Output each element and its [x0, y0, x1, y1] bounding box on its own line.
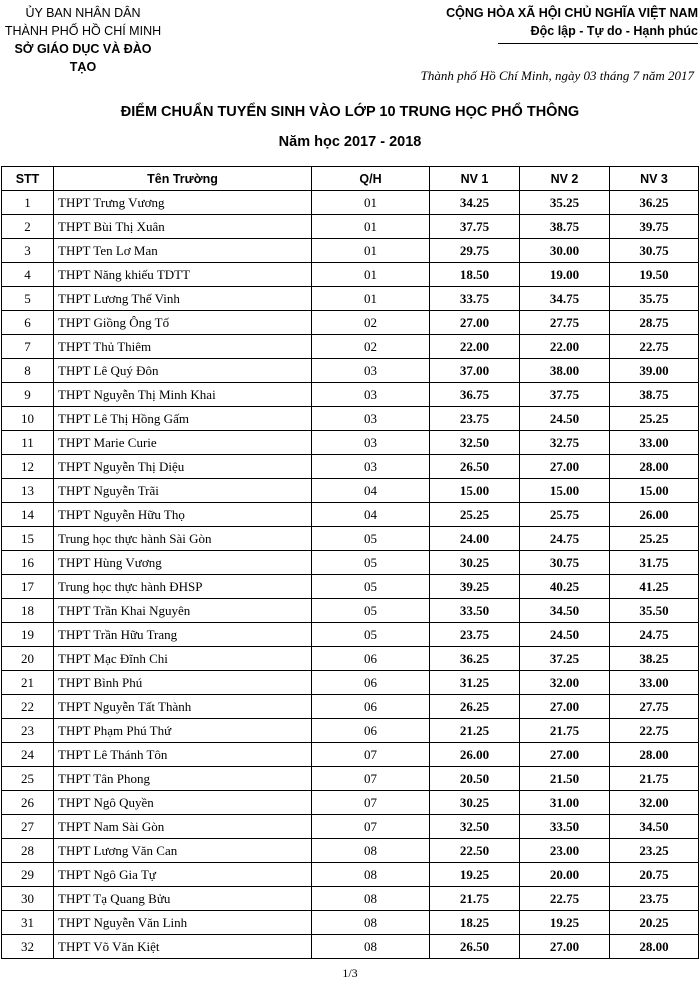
- school-name: THPT Nguyễn Tất Thành: [54, 695, 312, 719]
- score-nv1: 36.25: [430, 647, 520, 671]
- score-nv1: 37.00: [430, 359, 520, 383]
- table-row: [2, 719, 699, 743]
- page-number: 1/3: [342, 966, 358, 980]
- row-number: 25: [2, 767, 54, 791]
- score-nv2: 37.25: [520, 647, 610, 671]
- district-code: 03: [312, 359, 430, 383]
- table-row: [2, 791, 699, 815]
- score-nv1: 18.25: [430, 911, 520, 935]
- row-number: 26: [2, 791, 54, 815]
- score-nv2: 24.50: [520, 407, 610, 431]
- score-nv1: 37.75: [430, 215, 520, 239]
- school-name: THPT Nguyễn Trãi: [54, 479, 312, 503]
- document-title: ĐIỂM CHUẨN TUYỂN SINH VÀO LỚP 10 TRUNG HỌC PHỔ THÔNG: [120, 104, 580, 120]
- table-row: [2, 815, 699, 839]
- school-name: THPT Lương Thế Vinh: [54, 287, 312, 311]
- school-name: THPT Nguyễn Hữu Thọ: [54, 503, 312, 527]
- score-nv3: 25.25: [610, 407, 699, 431]
- score-nv3: 41.25: [610, 575, 699, 599]
- row-number: 11: [2, 431, 54, 455]
- row-number: 22: [2, 695, 54, 719]
- table-row: [2, 335, 699, 359]
- score-nv3: 22.75: [610, 719, 699, 743]
- authority-line-1: ỦY BAN NHÂN DÂN: [25, 6, 141, 20]
- table-row: [2, 743, 699, 767]
- score-nv1: 32.50: [430, 815, 520, 839]
- score-nv3: 25.25: [610, 527, 699, 551]
- school-name: THPT Lê Quý Đôn: [54, 359, 312, 383]
- row-number: 3: [2, 239, 54, 263]
- score-nv1: 26.00: [430, 743, 520, 767]
- table-row: [2, 503, 699, 527]
- score-nv3: 21.75: [610, 767, 699, 791]
- score-nv3: 28.00: [610, 743, 699, 767]
- score-nv1: 20.50: [430, 767, 520, 791]
- school-name: THPT Tạ Quang Bửu: [54, 887, 312, 911]
- score-nv3: 23.75: [610, 887, 699, 911]
- row-number: 13: [2, 479, 54, 503]
- score-nv1: 34.25: [430, 191, 520, 215]
- score-nv2: 32.75: [520, 431, 610, 455]
- school-name: THPT Bùi Thị Xuân: [54, 215, 312, 239]
- score-nv1: 22.50: [430, 839, 520, 863]
- score-nv2: 22.75: [520, 887, 610, 911]
- table-row: [2, 455, 699, 479]
- row-number: 12: [2, 455, 54, 479]
- table-row: [2, 887, 699, 911]
- score-nv2: 33.50: [520, 815, 610, 839]
- table-body: [2, 191, 699, 959]
- score-nv3: 39.00: [610, 359, 699, 383]
- country-name: CỘNG HÒA XÃ HỘI CHỦ NGHĨA VIỆT NAM: [446, 6, 698, 20]
- district-code: 07: [312, 791, 430, 815]
- score-nv2: 27.00: [520, 935, 610, 959]
- row-number: 23: [2, 719, 54, 743]
- table-row: [2, 215, 699, 239]
- column-header-nv2: NV 2: [520, 167, 610, 191]
- score-nv2: 27.00: [520, 743, 610, 767]
- score-nv3: 24.75: [610, 623, 699, 647]
- score-nv3: 36.25: [610, 191, 699, 215]
- table-row: [2, 191, 699, 215]
- district-code: 07: [312, 767, 430, 791]
- score-nv2: 37.75: [520, 383, 610, 407]
- score-nv3: 28.00: [610, 455, 699, 479]
- score-nv3: 34.50: [610, 815, 699, 839]
- district-code: 03: [312, 383, 430, 407]
- district-code: 08: [312, 839, 430, 863]
- school-name: Trung học thực hành Sài Gòn: [54, 527, 312, 551]
- district-code: 06: [312, 695, 430, 719]
- score-nv3: 35.75: [610, 287, 699, 311]
- score-nv3: 35.50: [610, 599, 699, 623]
- district-code: 02: [312, 335, 430, 359]
- row-number: 20: [2, 647, 54, 671]
- district-code: 01: [312, 263, 430, 287]
- score-nv2: 27.00: [520, 695, 610, 719]
- score-nv1: 39.25: [430, 575, 520, 599]
- district-code: 08: [312, 911, 430, 935]
- row-number: 32: [2, 935, 54, 959]
- row-number: 28: [2, 839, 54, 863]
- district-code: 02: [312, 311, 430, 335]
- score-nv3: 28.00: [610, 935, 699, 959]
- score-nv1: 26.25: [430, 695, 520, 719]
- national-motto: Độc lập - Tự do - Hạnh phúc: [530, 24, 698, 38]
- score-nv2: 21.75: [520, 719, 610, 743]
- district-code: 01: [312, 239, 430, 263]
- score-nv1: 23.75: [430, 407, 520, 431]
- district-code: 01: [312, 215, 430, 239]
- district-code: 04: [312, 503, 430, 527]
- school-name: THPT Trần Hữu Trang: [54, 623, 312, 647]
- table-row: [2, 263, 699, 287]
- row-number: 8: [2, 359, 54, 383]
- score-nv2: 25.75: [520, 503, 610, 527]
- district-code: 03: [312, 407, 430, 431]
- score-nv2: 38.75: [520, 215, 610, 239]
- score-nv3: 38.75: [610, 383, 699, 407]
- score-nv2: 32.00: [520, 671, 610, 695]
- school-name: THPT Năng khiếu TDTT: [54, 263, 312, 287]
- score-nv1: 22.00: [430, 335, 520, 359]
- score-nv1: 23.75: [430, 623, 520, 647]
- table-row: [2, 551, 699, 575]
- score-nv2: 31.00: [520, 791, 610, 815]
- school-name: THPT Nguyễn Thị Minh Khai: [54, 383, 312, 407]
- district-code: 04: [312, 479, 430, 503]
- school-name: THPT Tân Phong: [54, 767, 312, 791]
- table-row: [2, 863, 699, 887]
- school-name: THPT Trưng Vương: [54, 191, 312, 215]
- row-number: 7: [2, 335, 54, 359]
- table-row: [2, 695, 699, 719]
- row-number: 6: [2, 311, 54, 335]
- row-number: 24: [2, 743, 54, 767]
- district-code: 07: [312, 815, 430, 839]
- score-nv2: 38.00: [520, 359, 610, 383]
- district-code: 01: [312, 191, 430, 215]
- score-nv1: 27.00: [430, 311, 520, 335]
- row-number: 5: [2, 287, 54, 311]
- column-header-nv1: NV 1: [430, 167, 520, 191]
- row-number: 30: [2, 887, 54, 911]
- school-name: THPT Giồng Ông Tố: [54, 311, 312, 335]
- school-name: THPT Thủ Thiêm: [54, 335, 312, 359]
- score-nv2: 15.00: [520, 479, 610, 503]
- row-number: 21: [2, 671, 54, 695]
- score-nv1: 36.75: [430, 383, 520, 407]
- table-row: [2, 527, 699, 551]
- district-code: 08: [312, 863, 430, 887]
- school-name: THPT Lương Văn Can: [54, 839, 312, 863]
- table-row: [2, 407, 699, 431]
- table-row: [2, 623, 699, 647]
- school-name: THPT Phạm Phú Thứ: [54, 719, 312, 743]
- column-header-stt: STT: [2, 167, 54, 191]
- school-name: THPT Mạc Đĩnh Chi: [54, 647, 312, 671]
- row-number: 2: [2, 215, 54, 239]
- district-code: 06: [312, 647, 430, 671]
- table-row: [2, 767, 699, 791]
- score-nv1: 25.25: [430, 503, 520, 527]
- district-code: 05: [312, 527, 430, 551]
- authority-line-2: THÀNH PHỐ HỒ CHÍ MINH: [4, 24, 162, 38]
- score-nv3: 33.00: [610, 671, 699, 695]
- row-number: 10: [2, 407, 54, 431]
- issuing-authority: [0, 4, 166, 76]
- row-number: 18: [2, 599, 54, 623]
- school-name: THPT Trần Khai Nguyên: [54, 599, 312, 623]
- district-code: 08: [312, 935, 430, 959]
- district-code: 06: [312, 719, 430, 743]
- score-nv2: 34.75: [520, 287, 610, 311]
- score-nv3: 27.75: [610, 695, 699, 719]
- table-row: [2, 599, 699, 623]
- row-number: 16: [2, 551, 54, 575]
- score-nv1: 30.25: [430, 791, 520, 815]
- school-name: THPT Nguyễn Thị Diệu: [54, 455, 312, 479]
- school-name: THPT Ten Lơ Man: [54, 239, 312, 263]
- score-nv3: 15.00: [610, 479, 699, 503]
- score-nv1: 32.50: [430, 431, 520, 455]
- school-name: THPT Bình Phú: [54, 671, 312, 695]
- table-row: [2, 311, 699, 335]
- score-nv2: 19.25: [520, 911, 610, 935]
- score-nv3: 26.00: [610, 503, 699, 527]
- score-nv1: 31.25: [430, 671, 520, 695]
- score-nv2: 24.50: [520, 623, 610, 647]
- school-name: THPT Nguyễn Văn Linh: [54, 911, 312, 935]
- score-nv3: 39.75: [610, 215, 699, 239]
- district-code: 06: [312, 671, 430, 695]
- score-nv3: 20.25: [610, 911, 699, 935]
- table-row: [2, 383, 699, 407]
- school-name: THPT Võ Văn Kiệt: [54, 935, 312, 959]
- district-code: 07: [312, 743, 430, 767]
- score-nv3: 32.00: [610, 791, 699, 815]
- score-nv2: 27.75: [520, 311, 610, 335]
- score-nv2: 40.25: [520, 575, 610, 599]
- row-number: 29: [2, 863, 54, 887]
- table-header-row: [2, 167, 699, 191]
- score-nv1: 24.00: [430, 527, 520, 551]
- row-number: 1: [2, 191, 54, 215]
- row-number: 17: [2, 575, 54, 599]
- table-row: [2, 575, 699, 599]
- district-code: 05: [312, 623, 430, 647]
- score-nv2: 30.00: [520, 239, 610, 263]
- table-row: [2, 479, 699, 503]
- row-number: 19: [2, 623, 54, 647]
- score-nv1: 29.75: [430, 239, 520, 263]
- score-nv1: 26.50: [430, 935, 520, 959]
- score-nv3: 23.25: [610, 839, 699, 863]
- table-row: [2, 239, 699, 263]
- score-nv1: 19.25: [430, 863, 520, 887]
- column-header-nv3: NV 3: [610, 167, 699, 191]
- table-row: [2, 431, 699, 455]
- score-nv3: 31.75: [610, 551, 699, 575]
- score-nv3: 28.75: [610, 311, 699, 335]
- score-nv1: 15.00: [430, 479, 520, 503]
- score-nv3: 38.25: [610, 647, 699, 671]
- table-row: [2, 359, 699, 383]
- score-nv2: 20.00: [520, 863, 610, 887]
- score-nv2: 24.75: [520, 527, 610, 551]
- score-nv2: 27.00: [520, 455, 610, 479]
- score-nv1: 21.25: [430, 719, 520, 743]
- score-nv3: 19.50: [610, 263, 699, 287]
- table-row: [2, 671, 699, 695]
- school-name: THPT Ngô Quyền: [54, 791, 312, 815]
- district-code: 05: [312, 551, 430, 575]
- table-row: [2, 839, 699, 863]
- row-number: 31: [2, 911, 54, 935]
- district-code: 05: [312, 599, 430, 623]
- row-number: 4: [2, 263, 54, 287]
- score-nv2: 19.00: [520, 263, 610, 287]
- score-nv3: 22.75: [610, 335, 699, 359]
- score-nv1: 33.50: [430, 599, 520, 623]
- column-header-school-name: Tên Trường: [54, 167, 312, 191]
- district-code: 08: [312, 887, 430, 911]
- school-name: THPT Lê Thị Hồng Gấm: [54, 407, 312, 431]
- table-row: [2, 935, 699, 959]
- table-row: [2, 287, 699, 311]
- score-nv1: 21.75: [430, 887, 520, 911]
- motto-underline: [498, 43, 698, 44]
- score-nv1: 26.50: [430, 455, 520, 479]
- district-code: 03: [312, 455, 430, 479]
- score-nv3: 33.00: [610, 431, 699, 455]
- row-number: 14: [2, 503, 54, 527]
- table-row: [2, 911, 699, 935]
- school-name: THPT Lê Thánh Tôn: [54, 743, 312, 767]
- district-code: 05: [312, 575, 430, 599]
- score-nv1: 30.25: [430, 551, 520, 575]
- score-nv2: 35.25: [520, 191, 610, 215]
- cutoff-score-table: [1, 166, 699, 959]
- score-nv1: 18.50: [430, 263, 520, 287]
- row-number: 9: [2, 383, 54, 407]
- row-number: 15: [2, 527, 54, 551]
- school-year: Năm học 2017 - 2018: [278, 134, 422, 150]
- school-name: THPT Nam Sài Gòn: [54, 815, 312, 839]
- school-name: THPT Ngô Gia Tự: [54, 863, 312, 887]
- score-nv3: 20.75: [610, 863, 699, 887]
- school-name: Trung học thực hành ĐHSP: [54, 575, 312, 599]
- row-number: 27: [2, 815, 54, 839]
- department-name: SỞ GIÁO DỤC VÀ ĐÀO TẠO: [14, 42, 152, 74]
- score-nv2: 21.50: [520, 767, 610, 791]
- score-nv2: 30.75: [520, 551, 610, 575]
- column-header-district: Q/H: [312, 167, 430, 191]
- score-nv2: 23.00: [520, 839, 610, 863]
- score-nv2: 22.00: [520, 335, 610, 359]
- score-nv3: 30.75: [610, 239, 699, 263]
- district-code: 01: [312, 287, 430, 311]
- table-row: [2, 647, 699, 671]
- school-name: THPT Hùng Vương: [54, 551, 312, 575]
- national-header: [432, 4, 698, 40]
- district-code: 03: [312, 431, 430, 455]
- school-name: THPT Marie Curie: [54, 431, 312, 455]
- score-nv2: 34.50: [520, 599, 610, 623]
- dateline: Thành phố Hồ Chí Minh, ngày 03 tháng 7 năm 2017: [420, 68, 694, 83]
- score-nv1: 33.75: [430, 287, 520, 311]
